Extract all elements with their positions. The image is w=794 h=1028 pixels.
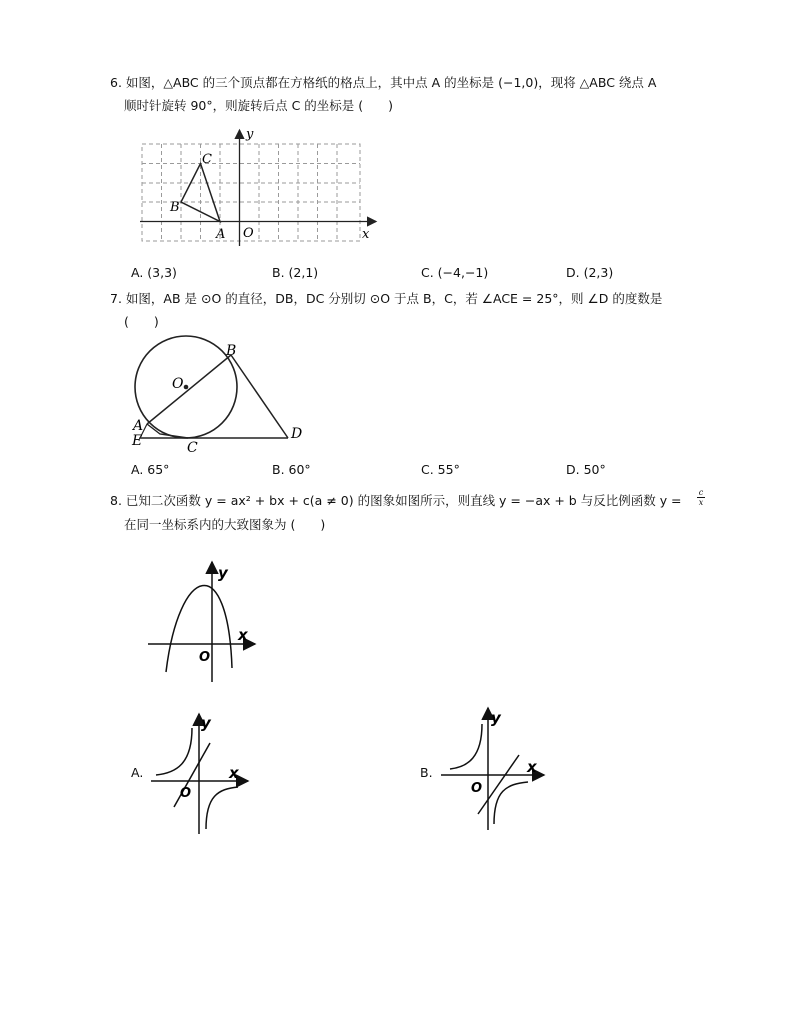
q6-option-c[interactable]: C. (−4,−1) [421,265,489,280]
q7-tangent-db [231,355,288,438]
q7-stem-line2: ( ) [124,314,159,329]
q7-option-d[interactable]: D. 50° [566,462,606,477]
q8-option-a-letter[interactable]: A. [131,765,144,780]
q6-stem-line2: 顺时针旋转 90°，则旋转后点 C 的坐标是 ( ) [124,98,394,113]
q7-option-c[interactable]: C. 55° [421,462,460,477]
q6-label-o: O [243,226,254,241]
q6-grid-figure [140,128,380,246]
q6-option-a[interactable]: A. (3,3) [131,265,177,280]
q7-label-a: A [133,418,144,434]
q7-label-d: D [291,426,303,442]
q8-stem-line1: 8. 已知二次函数 y = ax² + bx + c(a ≠ 0) 的图象如图所示，则直线 y = −ax + b 与反比例函数 y = [110,493,682,508]
q8-parabola-figure [145,560,260,685]
q7-option-b[interactable]: B. 60° [272,462,311,477]
q7-option-a[interactable]: A. 65° [131,462,170,477]
q8-frac-numerator: c [698,488,704,497]
q7-circle-figure [130,340,310,458]
q8-option-b-graph[interactable] [438,706,553,831]
q6-label-c: C [202,152,212,167]
q8-frac-denominator: x [698,498,704,507]
q8b-hyperbola-lower [494,782,528,824]
q7-center-dot [184,385,189,390]
q7-label-b: B [226,343,237,359]
q8a-label-x: x [229,764,239,782]
q6-label-b: B [170,200,180,215]
q8b-label-x: x [527,758,537,776]
q8b-label-y: y [491,709,501,727]
q8-label-x: x [238,626,248,644]
q8a-label-y: y [201,714,211,732]
q8-label-o: O [199,650,211,665]
q8-option-a-graph[interactable] [148,712,253,837]
q6-label-x: x [362,227,370,242]
q6-label-a: A [216,227,226,242]
q8b-hyperbola-upper [450,724,482,769]
q8b-label-o: O [471,781,483,796]
q6-option-b[interactable]: B. (2,1) [272,265,319,280]
q8a-label-o: O [180,786,192,801]
q7-diameter-ab [147,355,231,424]
q8a-hyperbola-upper [156,728,192,775]
q7-label-e: E [132,433,143,449]
q7-label-c: C [187,440,198,456]
q6-stem-line1: 6. 如图，△ABC 的三个顶点都在方格纸的格点上，其中点 A 的坐标是 (−1,0)，现将 △ABC 绕点 A [110,75,657,90]
q8-option-b-letter[interactable]: B. [420,765,433,780]
q6-label-y: y [246,127,254,142]
q8-stem-line2: 在同一坐标系内的大致图象为 ( ) [124,517,326,532]
q8-label-y: y [218,564,228,582]
q6-option-d[interactable]: D. (2,3) [566,265,614,280]
q8a-hyperbola-lower [206,787,238,829]
q7-label-o: O [172,376,184,392]
q7-stem-line1: 7. 如图，AB 是 ⊙O 的直径，DB，DC 分别切 ⊙O 于点 B，C，若 ∠ACE = 25°，则 ∠D 的度数是 [110,291,663,306]
q8-fraction-c-over-x [697,488,705,507]
